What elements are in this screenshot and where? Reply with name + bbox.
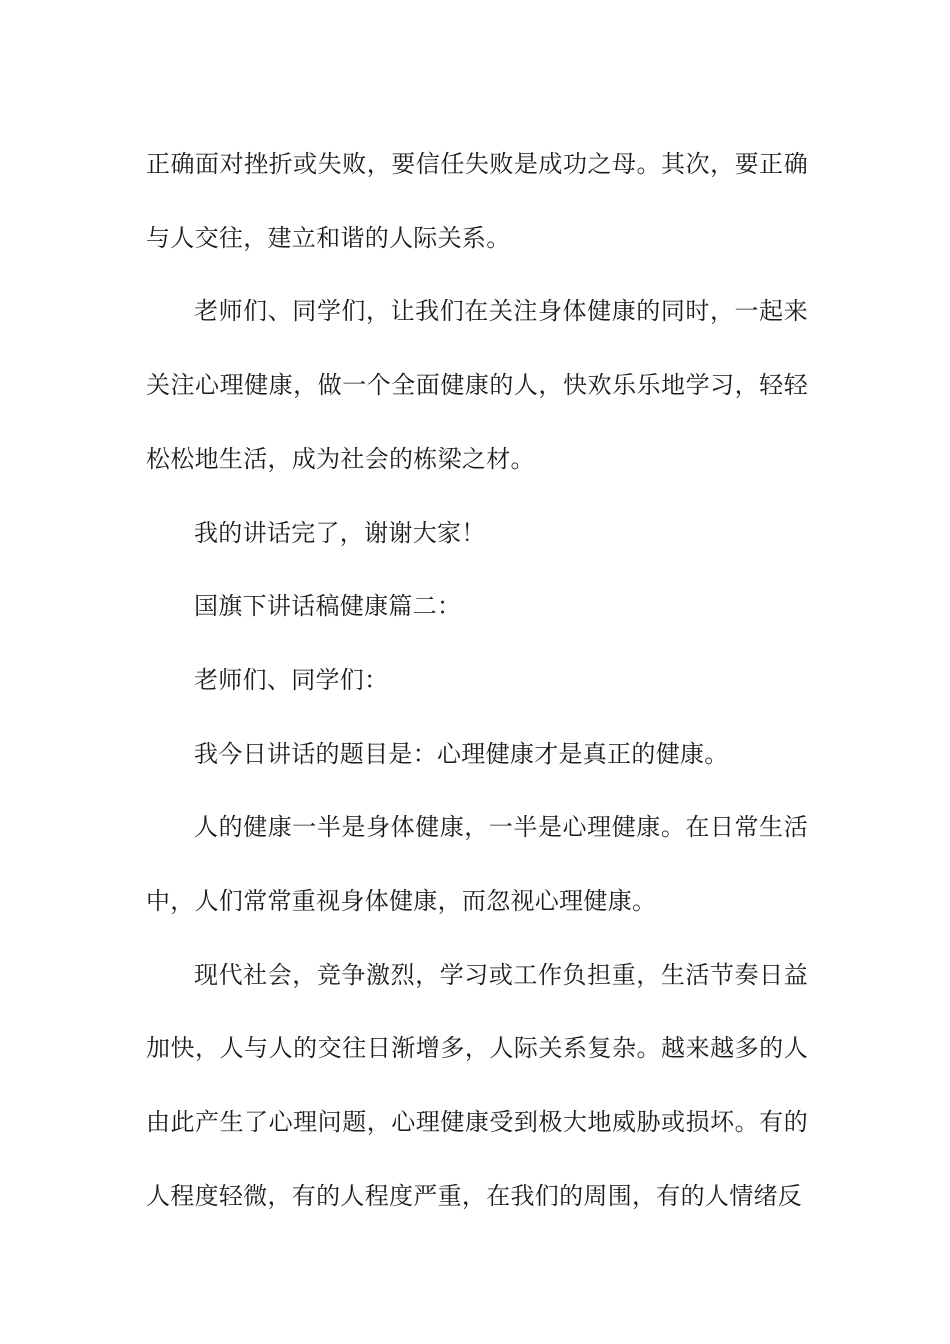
paragraph-modern-society: 现代社会，竞争激烈，学习或工作负担重，生活节奏日益加快，人与人的交往日渐增多，人际关系复杂。越来越多的人由此产生了心理问题，心理健康受到极大地威胁或损坏。有的人程度轻微，有的人程度严重，在我们的周围，有的人情绪反 (146, 960, 808, 1210)
paragraph-topic: 我今日讲话的题目是：心理健康才是真正的健康。 (194, 739, 729, 768)
section-heading: 国旗下讲话稿健康篇二： (194, 592, 462, 621)
paragraph-health-half: 人的健康一半是身体健康，一半是心理健康。在日常生活中，人们常常重视身体健康，而忽视心理健康。 (146, 813, 808, 916)
paragraph-continuation: 正确面对挫折或失败，要信任失败是成功之母。其次，要正确与人交往，建立和谐的人际关系。 (146, 150, 808, 252)
document-body (146, 128, 808, 1234)
paragraph-appeal: 老师们、同学们，让我们在关注身体健康的同时，一起来关注心理健康，做一个全面健康的人，快欢乐乐地学习，轻轻松松地生活，成为社会的栋梁之材。 (146, 297, 808, 473)
paragraph-closing: 我的讲话完了，谢谢大家！ (194, 518, 486, 547)
paragraph-salutation: 老师们、同学们： (194, 665, 389, 694)
